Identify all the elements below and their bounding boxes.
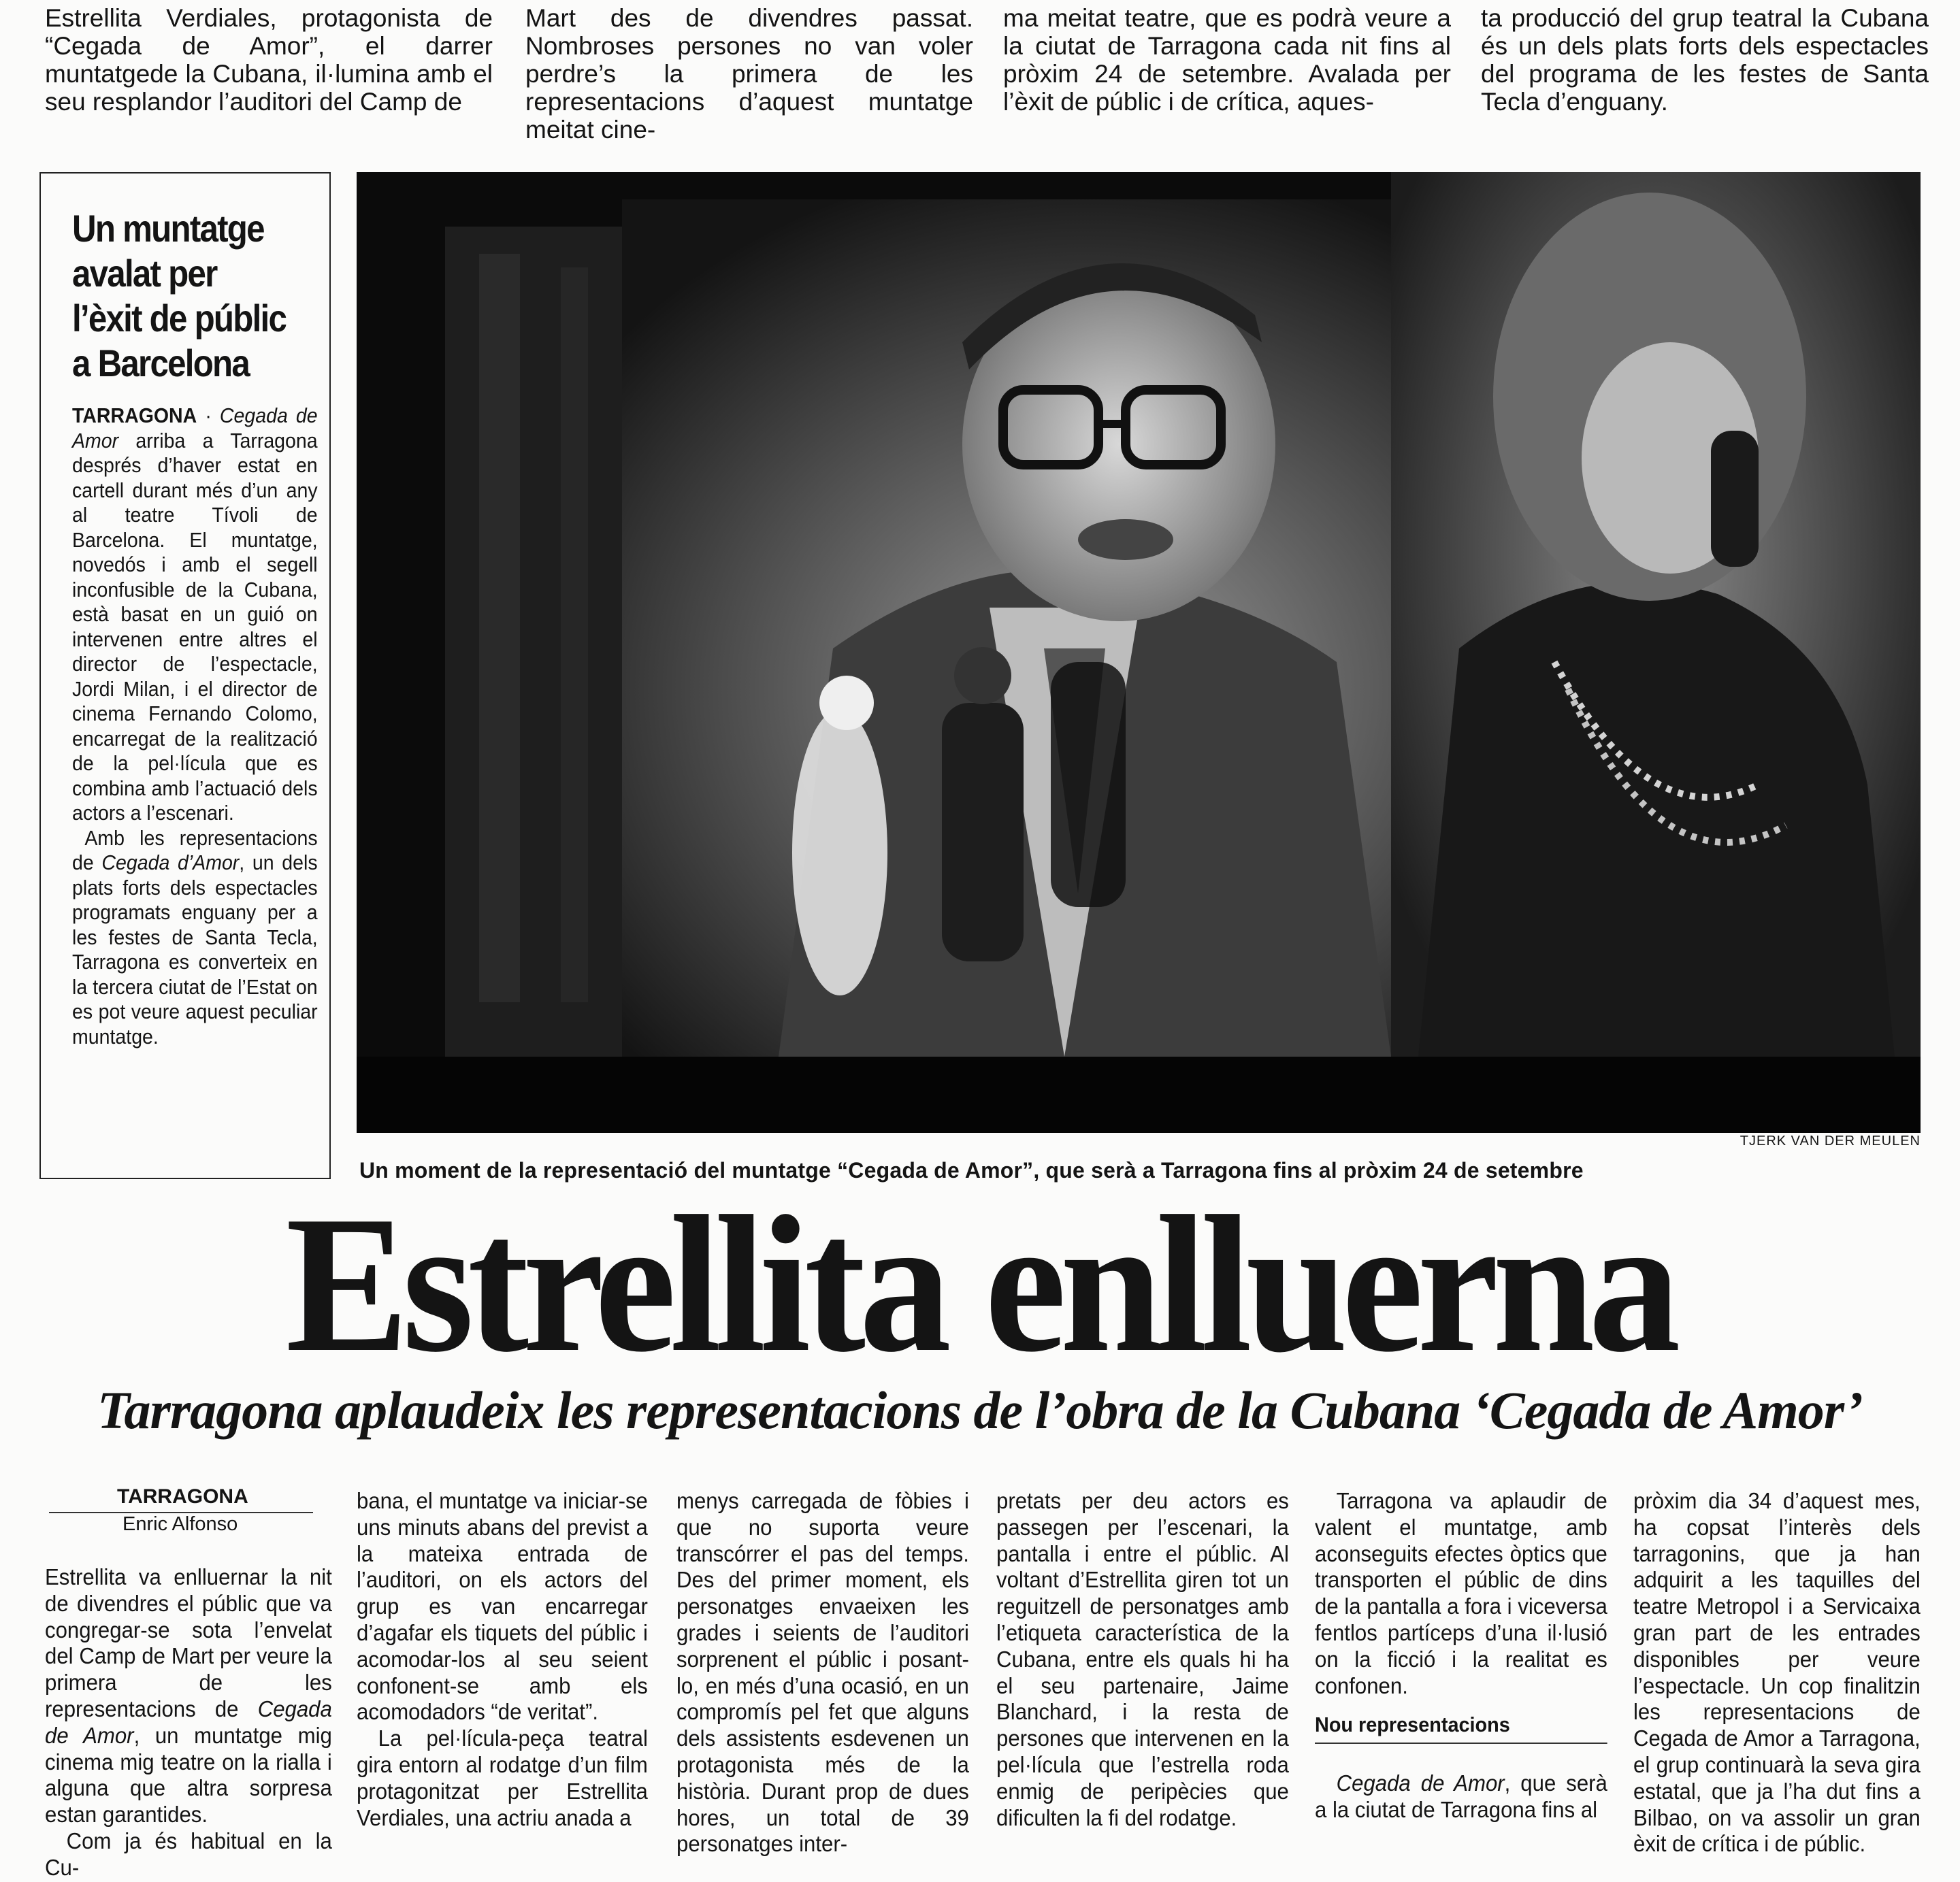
body-paragraph: La pel·lícula-peça teatral gira entorn al rodatge d’un film protagonitzat per Estrellita Verdiales, una actriu anada a xyxy=(357,1726,648,1831)
photo-credit: TJERK VAN DER MEULEN xyxy=(1740,1134,1921,1149)
headline: Estrellita enlluerna xyxy=(285,1176,1675,1393)
body-paragraph: menys carregada de fòbies i que no suporta veure transcórrer el pas del temps. Des del primer moment, els personatges envaeixen les grades i seients de l’auditori sorprenent el públic i posant-lo, en més d’una ocasió, en un compromís pel fet que alguns dels assistents esdevenen un protagonista més de la història. Durant prop de dues hores, un total de 39 personatges inter- xyxy=(676,1489,969,1858)
body-paragraph: Tarragona va aplaudir de valent el muntatge, amb aconseguits efectes òptics que transporten el públic de dins de la pantalla a fora i viceversa fentlos partíceps d’una il·lusió on la ficció i la realitat es confonen. xyxy=(1315,1489,1607,1699)
body-paragraph: Com ja és habitual en la Cu- xyxy=(45,1828,332,1881)
subheadline: Tarragona aplaudeix les representacions de l’obra de la Cubana ‘Cegada de Amor’ xyxy=(97,1381,1863,1440)
body-paragraph: pretats per deu actors es passegen per l’escenari, la pantalla i entre el públic. Al voltant d’Estrellita giren tot un reguitzell de personatges amb l’etiqueta característica de la Cubana, entre els quals hi ha el seu partenaire, Jaime Blanchard, i la resta de persones que intervenen en la pel·lícula que l’estrella roda enmig de peripècies que dificulten la fi del rodatge. xyxy=(996,1489,1289,1831)
body-play-title: Cegada de Amor xyxy=(45,1696,332,1749)
sidebar-paragraph-2: , un dels plats forts dels espectacles programats enguany per a les festes de Santa Tecla, Tarragona es converteix en la tercera ciutat de l’Estat on es pot veure aquest peculiar muntatge. xyxy=(72,851,318,1049)
photo-caption: Un moment de la representació del muntatge “Cegada de Amor”, que serà a Tarragona fins al pròxim 24 de setembre xyxy=(359,1158,1584,1183)
intro-column-1: Estrellita Verdiales, protagonista de “Cegada de Amor”, el darrer muntatgede la Cubana, il·lumina amb el seu resplandor l’auditori del Camp de xyxy=(45,4,493,116)
section-subhead: Nou representacions xyxy=(1315,1712,1607,1744)
body-column-4 xyxy=(996,1489,1288,1832)
sidebar-box xyxy=(39,172,331,1179)
body-column-1 xyxy=(45,1565,331,1882)
intro-column-4: ta producció del grup teatral la Cubana és un dels plats forts dels espectacles del programa de les festes de Santa Tecla d’enguany. xyxy=(1481,4,1929,116)
sidebar-body xyxy=(72,403,318,1049)
sidebar-play-title: Cegada de Amor xyxy=(72,403,318,452)
byline-place: TARRAGONA xyxy=(117,1485,248,1508)
sidebar-play-title-2: Cegada d’Amor xyxy=(101,851,240,874)
body-play-title: Cegada de Amor xyxy=(1336,1771,1505,1797)
intro-column-3: ma meitat teatre, que es podrà veure a la ciutat de Tarragona cada nit fins al pròxim 24 de setembre. Avalada per l’èxit de públic i de crítica, aques- xyxy=(1003,4,1451,116)
body-column-3 xyxy=(676,1489,968,1858)
intro-column-2: Mart des de divendres passat. Nombroses persones no van voler perdre’s la primera de les representacions d’aquest muntatge meitat cine- xyxy=(525,4,973,144)
body-paragraph: pròxim dia 34 d’aquest mes, ha copsat l’interès dels tarragonins, que ja han adquirit a les taquilles del teatre Metropol i a Servicaixa gran part de les entrades disponibles per veure l’espectacle. Un cop finalitzin les representacions de Cegada de Amor a Tarragona, el grup continuarà la seva gira estatal, que ja l’ha dut fins a Bilbao, on va assolir un gran èxit de crítica i de públic. xyxy=(1633,1489,1921,1858)
body-paragraph: Estrellita va enlluernar la nit de divendres el públic que va congregar-se sota l’envelat del Camp de Mart per veure la primera de les representacions de xyxy=(45,1565,332,1722)
sidebar-dateline: TARRAGONA xyxy=(72,403,197,427)
body-column-6 xyxy=(1633,1489,1919,1858)
body-paragraph: , que serà a la ciutat de Tarragona fins al xyxy=(1315,1771,1607,1823)
stage-photo-illustration xyxy=(357,172,1921,1133)
body-paragraph: bana, el muntatge va iniciar-se uns minuts abans del previst a la mateixa entrada de l’auditori, on els actors del grup es van encarregar d’agafar els tiquets del públic i acomodar-los al seu seient confonent-se amb els acomodadors “de veritat”. xyxy=(357,1489,648,1726)
byline-author: Enric Alfonso xyxy=(122,1513,238,1535)
dateline-separator: · xyxy=(197,403,220,427)
body-column-2 xyxy=(357,1489,647,1832)
body-paragraph: , un muntatge mig cinema mig teatre on la rialla i alguna que altra sorpresa estan garantides. xyxy=(45,1723,332,1828)
sidebar-paragraph-1: arriba a Tarragona després d’haver estat en cartell durant més d’un any al teatre Tívoli de Barcelona. El muntatge, novedós i amb el segell inconfusible de la Cubana, està basat en un guió on intervenen entre altres el director de l’espectacle, Jordi Milan, i el director de cinema Fernando Colomo, encarregat de la realització de la pel·lícula que es combina amb l’actuació dels actors a l’escenari. xyxy=(72,428,318,825)
sidebar-paragraph-2-start: Amb les representacions de xyxy=(72,825,318,874)
body-column-5 xyxy=(1315,1489,1606,1824)
sidebar-title: Un muntatge avalat per l’èxit de públic a Barcelona xyxy=(72,207,287,384)
stage-photo xyxy=(357,172,1921,1133)
